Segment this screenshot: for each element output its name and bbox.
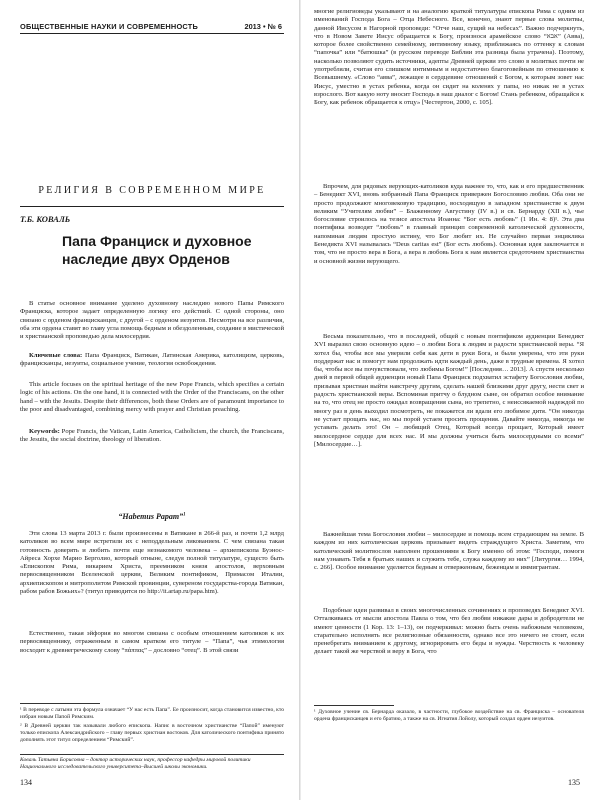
right-paragraph-2: Впрочем, для рядовых верующих-католиков куда важнее то, что, как и его предшественник – Бенедикт XVI, вновь избранный Папа Франциск привержен Богословию любви. Оба они не просто продолжают многовековую традицию, восходящую в западном христианстве к двум великим “Учителям любви” – Блаженному Августину (IV в.) и св. Бернарду (XII в.), чье богословие строилось на тезисе апостола Иоанна: “Бог есть любовь” (1 Ин. 4: 8)¹. Эта два понтифика возводят “любовь” в главный принцип современной католической духовности, напоминая людям простую истину, что Бог любит их. Не случайно первая энциклика Бенедикта XVI называлась “Deus caritas est” (Бог есть любовь). Основная идея заключается в том, что не просто вера в Бога, а вера в любовь Бога к нам является средоточием христианства и основной жизни верующего. xyxy=(314,183,584,265)
right-paragraph-5: Подобные идеи развивал в своих многочисленных сочинениях и проповедях Бенедикт XVI. Отталкиваясь от мысли апостола Павла о том, что без любви никакие дары и добродетели не имеют ценности (1 Кор. 13: 1–13), он подчеркивал: можно быть очень набожным человеком, старательно исполнять все религиозные обязанности, однако все это ничего не стоит, если пренебрегать вниманием к другому, игнорировать его беды и нужды. Черствость к человеку делает такой же черствой и веру в Бога, что xyxy=(314,607,584,656)
right-paragraph-3: Весьма показательно, что в последней, общей с новым понтификом аудиенции Бенедикт XVI выразил свою основную идею – о любви Бога к людям и радости христианской веры. “Я хотел бы, чтобы все мы уверили себя как дети в руки Бога, и были уверены, что эти руки поддержат нас и помогут нам продолжать идти каждый день, даже в трудные времена. Я хотел бы, чтобы все вы почувствовали, что любимы Богом!” [Последняя… 2013]. А спустя несколько дней в первой общей аудиенции новый Папа Франциск подхватил эстафету Богословия любви, призывая христиан выйти навстречу другим, сделать нашей близкими друг другу, нести свет и радость христианской веры. Вспоминая притчу о блудном сыне, он обратил особое внимание на то, что отец не просто ожидал возвращения сына, но трепетно, с неиссякаемой надеждой по многу раз в день выходил посмотреть, не покажется ли вдали его любимое дитя. “Он никогда не устает прощать нас, но мы порой устаем просить прощения. Давайте никогда, никогда не уставать делать это! Он – любящий Отец, Который всегда прощает, Который имеет милосердное сердце для всех нас. И мы должны учиться быть милосердными со всеми” [Милосердие…]. xyxy=(314,333,584,448)
journal-issue: 2013 • № 6 xyxy=(244,22,282,31)
keywords-en: Keywords: Pope Francis, the Vatican, Latin America, Catholicism, the church, the Franciscans, the Jesuits, the social doctrine, theology of liberation. xyxy=(20,428,284,444)
footnote-rule xyxy=(20,703,100,704)
author-name: Т.Б. КОВАЛЬ xyxy=(20,214,71,224)
body-paragraph-1: Эти слова 13 марта 2013 г. были произнесены в Ватикане в 266-й раз, и почти 1,2 млрд католиков во всем мире встретили их с неподдельным ликованием. С чем связана такая готовность доверять и любить почти еще незнакомого человека – архиепископа Буэнос-Айреса Хорхе Марио Берголио, который отныне, следуя полной титулатуре, сущесто быть «Епископом Рима, викарием Христа, преемником князя апостолов, верховным первосвященником Вселенской церкви, Великим понтификом, Примасом Италии, архиепископом и митрополитом Римской провинции, сувереном государства-города Ватикан, рабом рабов Божьих»? (титул приводится по http://it.artap.ru/papa.htm). xyxy=(20,530,284,596)
subheading: “Habemus Papam”$^1$ xyxy=(118,512,186,521)
article-title: Папа Франциск и духовное наследие двух Орденов xyxy=(62,233,252,267)
author-bio: Коваль Татьяна Борисовна – доктор исторических наук, профессор кафедры мировой политики Национального исследовательского университета–Высшей школы экономики. xyxy=(20,757,251,770)
journal-name: ОБЩЕСТВЕННЫЕ НАУКИ И СОВРЕМЕННОСТЬ xyxy=(20,22,198,31)
right-paragraph-4: Важнейшая тема Богословия любви – милосердие и помощь всем страдающим на земле. В каждом из них католическая церковь призывает видеть страждущего Христа. Заметим, что католический молитвослов наполнен прошениями к Богу именно об этом: “Господи, помоги нам узнавать Тебя в братьях наших и служить тебе, служа каждому из них” [Литургия… 1994, с. 266]. Особое внимание уделяется бедным и отверженным, беженцам и иммигрантам. xyxy=(314,531,584,572)
right-paragraph-1: многие религиоведы указывают и на аналогию краткой титулатуры епископа Рима с одним из именований Господа Бога – Отца Небесного. Все, конечно, знают первые слова молитвы, данной Иисусом в Нагорной проповеди: “Отче наш, сущий на небесах”. Важно подчеркнуть, что в Новом Завете Иисус обращается к Богу, произнося арамейское слово “אבא” (Авва), которое более свойственно семейному, интимному языку, приближаясь по оттенку к словам “папочка” или “батюшка” (в русском переводе Библии эта разница была утрачена). Поэтому, насколько позволяют судить источники, адепты Древней церкви это слово в молитвах почти не употребляли, считая его слишком интимным и недостаточно благоговейным по отношению к Всевышнему. «Слово “авва”, лежащее в сердцевине отношений с Богом, к которым зовет нас Иисус, уместно в устах ребенка, когда он сидит на коленях у папы, но никак не в устах взрослого. Вот какую ноту вносит Господь в наш диалог с Богом! Стань ребенком, обращайся к Богу, как ребенок обращается к отцу» [Честертон, 2000, с. 105]. xyxy=(314,8,584,107)
footnote-rule-right xyxy=(314,705,394,706)
right-page xyxy=(300,0,600,800)
page-number-right: 135 xyxy=(568,778,580,787)
section-title: РЕЛИГИЯ В СОВРЕМЕННОМ МИРЕ xyxy=(38,185,266,196)
section-rule xyxy=(20,206,284,207)
footnote-1: ¹ В переводе с латыни эта формула означает “У нас есть Папа”. Ее произносит, когда становится известно, кто избран новым Папой Римским. xyxy=(20,707,284,720)
bio-rule xyxy=(20,754,284,755)
page-number-left: 134 xyxy=(20,778,32,787)
header-rule xyxy=(20,33,284,34)
body-paragraph-2: Естественно, такая эйфория во многом связана с особым отношением католиков к их первосвященнику, отраженным в самом кратком его титуле – “Папа”, чья этимология восходит к древнегреческому слову “πάππας” – дословно “отец”. В этой связи xyxy=(20,630,284,654)
footnote-2: ² В Древней церкви так называли любого епископа. Напис в восточном христианстве “Папой” именуют только епископа Александрийского – главу первых христиан востоков. Для католического понтифика принято дополнять этот титул определением “Римский”. xyxy=(20,723,284,743)
keywords-ru: Ключевые слова: Папа Франциск, Ватикан, Латинская Америка, католицизм, церковь, францисканцы, иезуиты, социальное учение, теология освобождения. xyxy=(20,352,284,368)
abstract-ru: В статье основное внимание уделено духовному наследию нового Папы Римского Франциска, которое задает определенную логику его действий. С одной стороны, оно связано с орденом францисканцев, с другой – с орденом иезуитов. Несмотря на все различия, оба эти ордена ставят во главу угла помощь бедным и обездоленным, создание в мистической и христианской проповедью дела милосердия. xyxy=(20,300,284,341)
abstract-en: This article focuses on the spiritual heritage of the new Pope Francis, which specifies a certain logic of his actions. On the one hand, it is connected with the Order of the Franciscans, on the other hand – with the Jesuits. Despite their differences, both these Orders are of paramount importance to the poor and disadvantaged, combining mercy with prayer and Christian preaching. xyxy=(20,381,284,413)
footnote-right: ¹ Духовное учение св. Бернарда оказало, в частности, глубокое воздействие на св. Франциска – основателя ордена францисканцев и его братию, а также на св. Игнатия Лойолу, который создал орден иезуитов. xyxy=(314,709,584,722)
